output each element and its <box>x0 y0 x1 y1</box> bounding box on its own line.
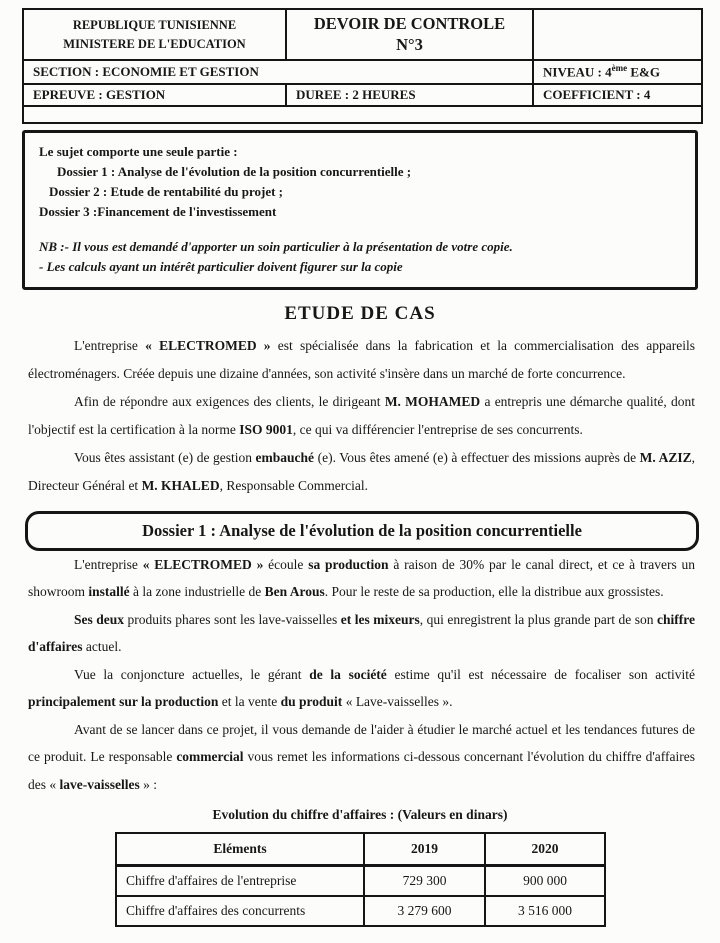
column-header-2020: 2020 <box>485 833 605 866</box>
institution-line1: REPUBLIQUE TUNISIENNE <box>72 17 237 32</box>
dossier-list-item: Dossier 2 : Etude de rentabilité du projet ; <box>49 183 283 199</box>
table-cell: Chiffre d'affaires de l'entreprise <box>116 866 364 897</box>
header-row-section <box>23 60 702 83</box>
duree-cell: DUREE : 2 HEURES <box>286 84 533 106</box>
dossier1-heading-box <box>25 511 699 551</box>
paragraph: Vous êtes assistant (e) de gestion embauché (e). Vous êtes amené (e) à effectuer des missions auprès de M. AZIZ, Directeur Général et M. KHALED, Responsable Commercial. <box>28 449 695 493</box>
niveau-superscript: ème <box>611 63 628 74</box>
header-row-epreuve <box>23 84 702 106</box>
niveau-prefix: NIVEAU : 4 <box>543 64 612 80</box>
column-header-2019: 2019 <box>364 833 485 866</box>
paragraph: L'entreprise « ELECTROMED » écoule sa production à raison de 30% par le canal direct, et ce à travers un showroom installé à la zone industrielle de Ben Arous. Pour le reste de sa production, elle la distribue aux grossistes. <box>28 556 696 600</box>
table-cell: Chiffre d'affaires des concurrents <box>116 896 364 926</box>
section-cell: SECTION : ECONOMIE ET GESTION <box>23 60 533 83</box>
table-row <box>116 866 605 897</box>
niveau-suffix: E&G <box>627 64 660 80</box>
table-row <box>116 896 605 926</box>
table-cell: 3 516 000 <box>485 896 605 926</box>
spacer-cell <box>23 106 702 123</box>
table-cell: 729 300 <box>364 866 485 897</box>
exam-title-line1: DEVOIR DE CONTROLE <box>313 14 506 33</box>
dossier-list-item: Dossier 3 :Financement de l'investissement <box>39 203 277 219</box>
institution-cell <box>23 9 286 60</box>
revenue-table <box>115 832 606 927</box>
instructions-intro: Le sujet comporte une seule partie : <box>39 143 238 159</box>
revenue-table-header-row <box>116 833 605 866</box>
header-row-spacer <box>23 106 702 123</box>
column-header-elements: Eléments <box>116 833 364 866</box>
paragraph: Afin de répondre aux exigences des clients, le dirigeant M. MOHAMED a entrepris une démarche qualité, dont l'objectif est la certification à la norme ISO 9001, ce qui va différencier l'entreprise de ses concurrents. <box>28 393 696 437</box>
paragraph: Avant de se lancer dans ce projet, il vous demande de l'aider à étudier le marché actuel et les tendances futures de ce produit. Le responsable commercial vous remet les informations ci-dessous concernant l'évolution du chiffre d'affaires des « lave-vaisselles » : <box>28 721 695 792</box>
coefficient-cell: COEFFICIENT : 4 <box>533 84 702 106</box>
paragraph: Ses deux produits phares sont les lave-vaisselles et les mixeurs, qui enregistrent la plus grande part de son chiffre d'affaires actuel. <box>28 611 695 655</box>
dossier-list-item: Dossier 1 : Analyse de l'évolution de la position concurrentielle ; <box>57 163 412 179</box>
paragraph: L'entreprise « ELECTROMED » est spécialisée dans la fabrication et la commercialisation des appareils électroménagers. Créée depuis une dizaine d'années, son activité s'insère dans un marché de forte concurrence. <box>28 337 695 381</box>
case-study-title: ETUDE DE CAS <box>284 302 436 324</box>
paragraph: Vue la conjoncture actuelles, le gérant de la société estime qu'il est nécessaire de focaliser son activité principalement sur la production et la vente du produit « Lave-vaisselles ». <box>28 666 695 710</box>
header-row-title <box>23 9 702 60</box>
institution-line2: MINISTERE DE L'EDUCATION <box>63 36 246 51</box>
dossier-list <box>39 162 681 222</box>
epreuve-cell: EPREUVE : GESTION <box>23 84 286 106</box>
table-cell: 3 279 600 <box>364 896 485 926</box>
exam-title-cell <box>286 9 533 60</box>
dossier1-heading: Dossier 1 : Analyse de l'évolution de la position concurrentielle <box>142 520 582 540</box>
revenue-table-title: Evolution du chiffre d'affaires : (Valeurs en dinars) <box>212 807 508 823</box>
case-study-paragraphs <box>28 332 695 500</box>
empty-header-cell <box>533 9 702 60</box>
niveau-cell <box>533 60 702 83</box>
dossier1-paragraphs <box>28 551 695 799</box>
exam-header-table <box>22 8 703 124</box>
exam-title-line2: N°3 <box>396 34 423 54</box>
revenue-table-body <box>116 866 605 927</box>
nb-line1: NB :- Il vous est demandé d'apporter un soin particulier à la présentation de votre copie. <box>39 238 513 254</box>
table-cell: 900 000 <box>485 866 605 897</box>
instructions-box <box>22 130 698 290</box>
nb-line2: - Les calculs ayant un intérêt particulier doivent figurer sur la copie <box>39 258 403 274</box>
